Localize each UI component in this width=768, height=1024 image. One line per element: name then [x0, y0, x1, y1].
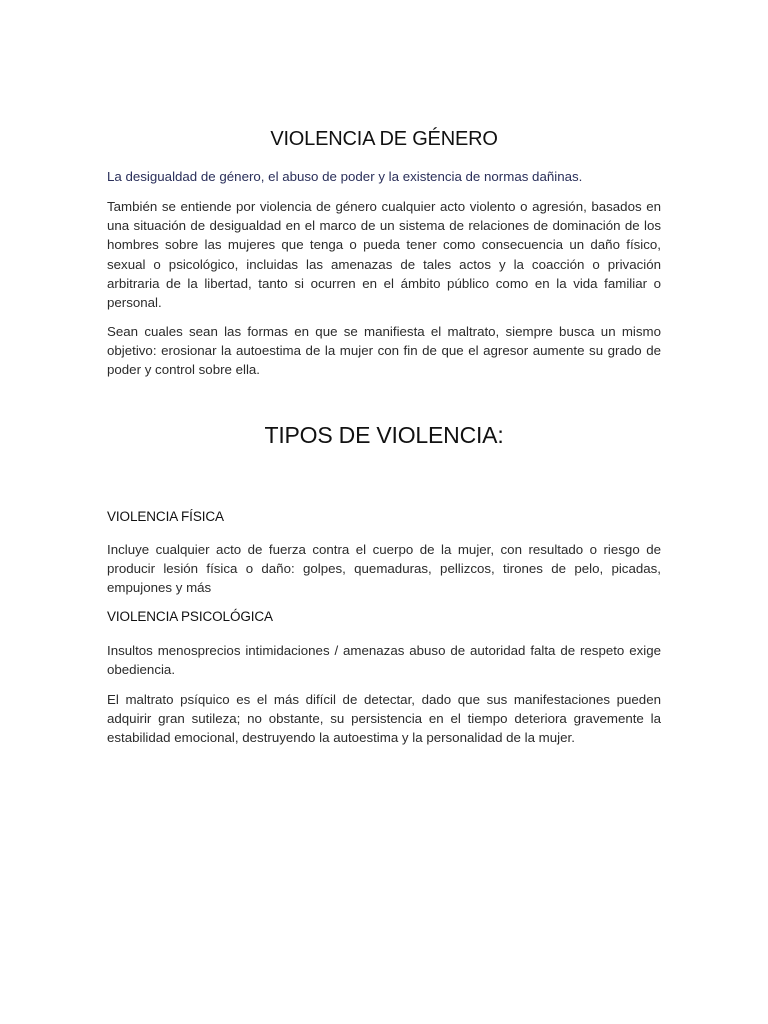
objective-paragraph: Sean cuales sean las formas en que se manifiesta el maltrato, siempre busca un mismo objetivo: erosionar la autoestima de la mujer con fin de que el agresor aumente su grado de poder y control sobre ella. [107, 324, 661, 378]
section-heading-violencia-psicologica: VIOLENCIA PSICOLÓGICA [107, 609, 273, 624]
section-heading-violencia-fisica: VIOLENCIA FÍSICA [107, 509, 224, 524]
document-title: VIOLENCIA DE GÉNERO [270, 128, 498, 150]
violencia-psicologica-paragraph-1: Insultos menosprecios intimidaciones / amenazas abuso de autoridad falta de respeto exige obediencia. [107, 643, 661, 678]
definition-paragraph: También se entiende por violencia de género cualquier acto violento o agresión, basados en una situación de desigualdad en el marco de un sistema de relaciones de dominación de los hombres sobre las mujeres que tenga o pueda tener como consecuencia un daño físico, sexual o psicológico, incluidas las amenazas de tales actos y la coacción o privación arbitraria de la libertad, tanto si ocurren en el ámbito público como en la vida familiar o personal. [107, 199, 661, 311]
violencia-psicologica-paragraph-2: El maltrato psíquico es el más difícil de detectar, dado que sus manifestaciones pueden adquirir gran sutileza; no obstante, su persistencia en el tiempo deteriora gravemente la estabilidad emocional, destruyendo la autoestima y la personalidad de la mujer. [107, 692, 661, 746]
violencia-fisica-paragraph: Incluye cualquier acto de fuerza contra el cuerpo de la mujer, con resultado o riesgo de producir lesión física o daño: golpes, quemaduras, pellizcos, tirones de pelo, picadas, empujones y más [107, 542, 661, 596]
document-subtitle: La desigualdad de género, el abuso de poder y la existencia de normas dañinas. [107, 169, 583, 184]
types-heading: TIPOS DE VIOLENCIA: [264, 422, 504, 448]
